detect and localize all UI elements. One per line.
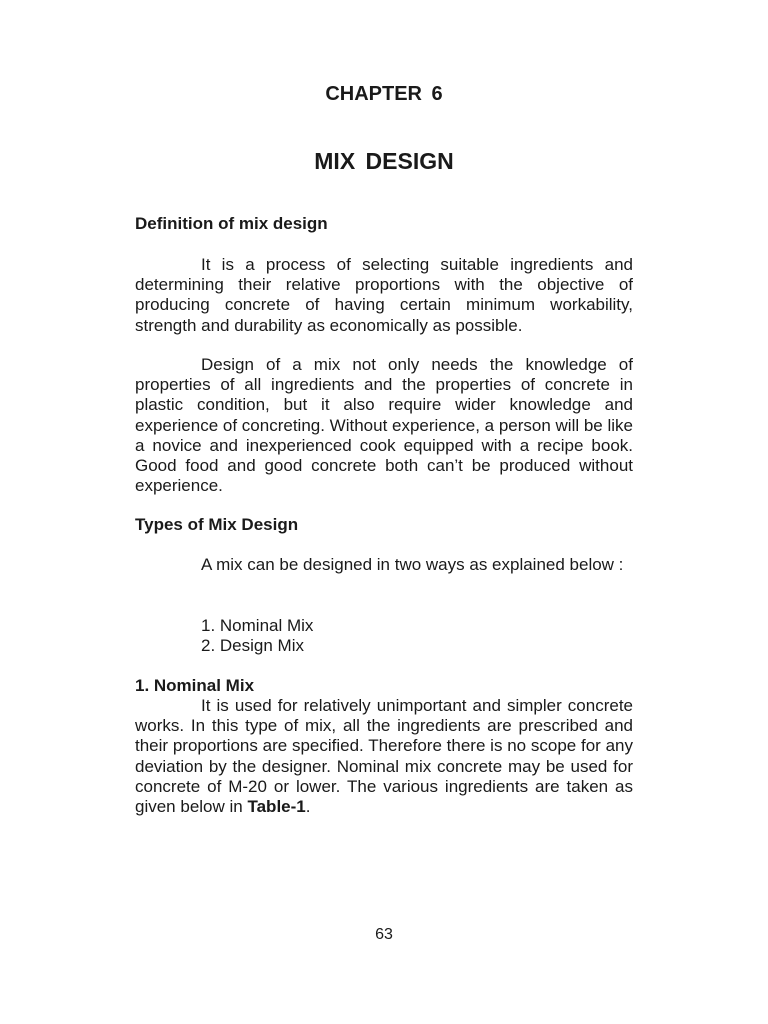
sentence-end: . <box>305 797 311 817</box>
definition-heading: Definition of mix design <box>135 214 328 233</box>
page-title: MIX DESIGN <box>314 148 454 174</box>
nominal-mix-paragraph <box>135 696 633 817</box>
page-number: 63 <box>375 926 393 943</box>
list-item-design-mix: 2. Design Mix <box>201 636 304 655</box>
definition-paragraph-2: Design of a mix not only needs the knowledge of properties of all ingredients and the properties of concrete in plastic condition, but it also require wider knowledge and experience of concreting. Without experience, a person will be like a novice and inexperienced cook equipped with a recipe book. Good food and good concrete both can’t be produced without experience. <box>135 355 633 496</box>
nominal-mix-text: It is used for relatively unimportant and simpler concrete works. In this type of mix, all the ingredients are prescribed and their proportions are specified. Therefore there is no scope for any deviation by the designer. Nominal mix concrete may be used for concrete of M-20 or lower. The various ingredients are taken as given below in <box>135 696 633 817</box>
list-item-nominal-mix: 1. Nominal Mix <box>201 616 314 635</box>
types-heading: Types of Mix Design <box>135 515 299 534</box>
definition-paragraph-1: It is a process of selecting suitable ingredients and determining their relative proportions with the objective of producing concrete of having certain minimum workability, strength and durability as economically as possible. <box>135 255 633 335</box>
chapter-label: CHAPTER 6 <box>325 83 443 105</box>
nominal-mix-heading: 1. Nominal Mix <box>135 676 255 695</box>
table-reference: Table-1 <box>247 797 306 817</box>
types-intro-paragraph: A mix can be designed in two ways as explained below : <box>201 555 624 574</box>
